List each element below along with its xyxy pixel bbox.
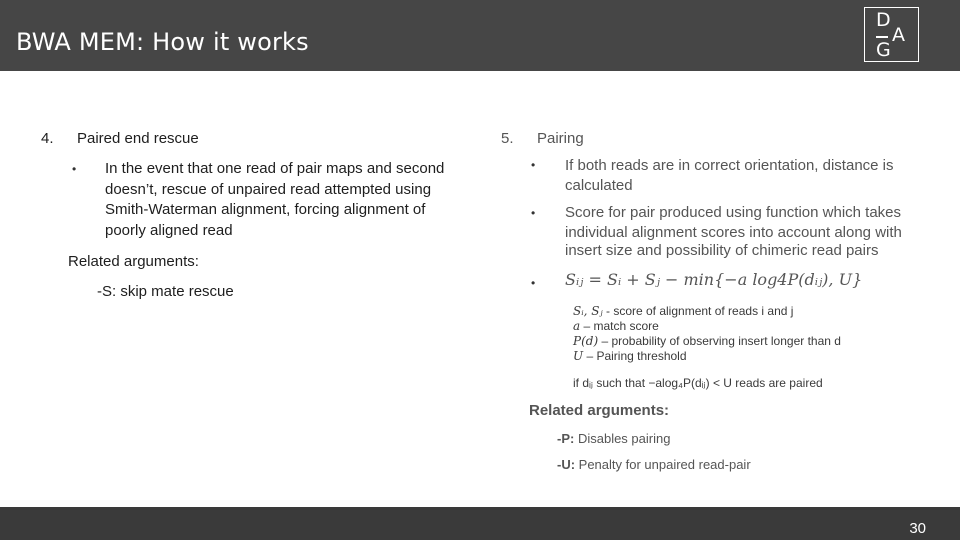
left-bullet-line: doesn’t, rescue of unpaired read attempted using [105, 181, 432, 198]
left-related-heading: Related arguments: [68, 253, 199, 270]
right-section-heading: Pairing [537, 130, 584, 147]
left-section-heading: Paired end rescue [77, 130, 199, 147]
right-argument [557, 455, 751, 475]
left-bullet-line: Smith-Waterman alignment, forcing alignment of [105, 201, 426, 218]
def-text: – match score [580, 319, 659, 333]
left-section-number: 4. [41, 130, 54, 147]
formula-definition [573, 349, 687, 364]
arg-desc: skip mate rescue [120, 283, 234, 300]
right-argument [557, 429, 670, 449]
formula-definition [573, 304, 793, 319]
pairing-condition: if dᵢⱼ such that −alog₄P(dᵢⱼ) < U reads are paired [573, 376, 823, 390]
arg-desc: Penalty for unpaired read-pair [575, 457, 751, 472]
formula-definition [573, 334, 841, 349]
footer-bar [0, 507, 960, 540]
def-text: – Pairing threshold [583, 349, 687, 363]
def-symbol: U [573, 349, 584, 363]
right-bullet-line: Score for pair produced using function which takes [565, 204, 902, 221]
pair-score-formula: Sᵢⱼ = Sᵢ + Sⱼ − min{−a log4P(dᵢⱼ), U} [565, 270, 863, 289]
bullet-icon: • [531, 206, 536, 220]
title-bar [0, 0, 960, 71]
def-text: – probability of observing insert longer than d [598, 334, 841, 348]
logo-letter-g: G [876, 39, 891, 61]
right-bullet-line: If both reads are in correct orientation, distance is [565, 157, 894, 174]
right-bullet-line: insert size and possibility of chimeric read pairs [565, 242, 879, 259]
bullet-icon: • [72, 162, 77, 176]
bullet-icon: • [531, 276, 536, 290]
arg-flag: -P: [557, 431, 575, 446]
right-bullet-line: calculated [565, 177, 633, 194]
dag-logo [864, 7, 919, 62]
def-symbol: a [573, 319, 581, 333]
logo-bar [876, 36, 888, 38]
arg-flag: -U: [557, 457, 576, 472]
arg-flag: -S: [97, 283, 117, 300]
logo-letter-a: A [892, 24, 905, 46]
slide-title: BWA MEM: How it works [16, 28, 309, 56]
left-argument [97, 282, 234, 302]
right-section-number: 5. [501, 130, 514, 147]
def-symbol: P(d) [573, 334, 599, 348]
page-number: 30 [909, 520, 926, 537]
left-bullet-line: poorly aligned read [105, 222, 233, 239]
logo-letter-d: D [876, 9, 891, 31]
bullet-icon: • [531, 158, 536, 172]
left-bullet-line: In the event that one read of pair maps and second [105, 160, 445, 177]
def-text: - score of alignment of reads i and j [602, 304, 794, 318]
right-bullet-line: individual alignment scores into account along with [565, 224, 902, 241]
arg-desc: Disables pairing [574, 431, 671, 446]
right-related-heading: Related arguments: [529, 402, 670, 419]
def-symbol: Sᵢ, Sⱼ [573, 304, 603, 318]
formula-definition [573, 319, 659, 334]
